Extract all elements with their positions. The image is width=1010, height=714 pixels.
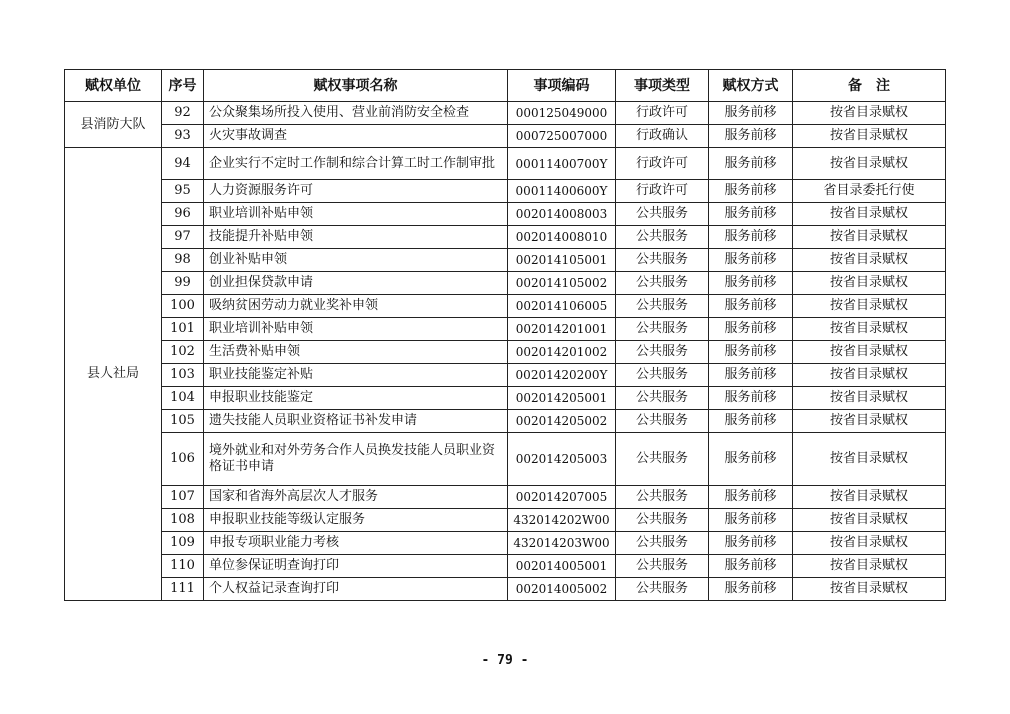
row-number-cell: 99 <box>162 272 204 295</box>
item-type-cell: 行政确认 <box>616 125 709 148</box>
method-cell: 服务前移 <box>709 249 793 272</box>
header-no: 序号 <box>162 70 204 102</box>
table-row <box>65 578 946 601</box>
item-code-cell: 002014105001 <box>508 249 616 272</box>
row-number-cell: 93 <box>162 125 204 148</box>
item-name-cell: 申报专项职业能力考核 <box>204 532 508 555</box>
method-cell: 服务前移 <box>709 486 793 509</box>
note-cell: 按省目录赋权 <box>793 249 946 272</box>
note-cell: 按省目录赋权 <box>793 318 946 341</box>
unit-cell: 县人社局 <box>65 148 162 601</box>
item-type-cell: 公共服务 <box>616 578 709 601</box>
item-code-cell: 00011400600Y <box>508 180 616 203</box>
method-cell: 服务前移 <box>709 272 793 295</box>
table-row <box>65 148 946 180</box>
row-number-cell: 107 <box>162 486 204 509</box>
item-code-cell: 002014106005 <box>508 295 616 318</box>
method-cell: 服务前移 <box>709 148 793 180</box>
note-cell: 按省目录赋权 <box>793 272 946 295</box>
item-name-cell: 企业实行不定时工作制和综合计算工时工作制审批 <box>204 148 508 180</box>
method-cell: 服务前移 <box>709 387 793 410</box>
row-number-cell: 97 <box>162 226 204 249</box>
table-row <box>65 125 946 148</box>
note-cell: 按省目录赋权 <box>793 364 946 387</box>
row-number-cell: 94 <box>162 148 204 180</box>
item-code-cell: 002014008003 <box>508 203 616 226</box>
table-row <box>65 509 946 532</box>
row-number-cell: 110 <box>162 555 204 578</box>
item-type-cell: 公共服务 <box>616 341 709 364</box>
item-type-cell: 公共服务 <box>616 272 709 295</box>
item-name-cell: 公众聚集场所投入使用、营业前消防安全检查 <box>204 102 508 125</box>
table-body <box>65 102 946 601</box>
note-cell: 按省目录赋权 <box>793 341 946 364</box>
item-type-cell: 公共服务 <box>616 364 709 387</box>
row-number-cell: 95 <box>162 180 204 203</box>
header-note: 备 注 <box>793 70 946 102</box>
note-cell: 按省目录赋权 <box>793 295 946 318</box>
item-name-cell: 国家和省海外高层次人才服务 <box>204 486 508 509</box>
table-row <box>65 486 946 509</box>
row-number-cell: 101 <box>162 318 204 341</box>
row-number-cell: 98 <box>162 249 204 272</box>
method-cell: 服务前移 <box>709 203 793 226</box>
header-code: 事项编码 <box>508 70 616 102</box>
row-number-cell: 109 <box>162 532 204 555</box>
table-row <box>65 180 946 203</box>
table-row <box>65 249 946 272</box>
item-code-cell: 002014005002 <box>508 578 616 601</box>
row-number-cell: 102 <box>162 341 204 364</box>
item-name-cell: 单位参保证明查询打印 <box>204 555 508 578</box>
item-code-cell: 002014205001 <box>508 387 616 410</box>
table-row <box>65 364 946 387</box>
item-type-cell: 公共服务 <box>616 555 709 578</box>
page-number: - 79 - <box>481 653 529 668</box>
item-type-cell: 公共服务 <box>616 410 709 433</box>
method-cell: 服务前移 <box>709 410 793 433</box>
item-code-cell: 002014201001 <box>508 318 616 341</box>
item-type-cell: 公共服务 <box>616 486 709 509</box>
item-type-cell: 公共服务 <box>616 295 709 318</box>
item-type-cell: 公共服务 <box>616 387 709 410</box>
table-row <box>65 341 946 364</box>
note-cell: 按省目录赋权 <box>793 410 946 433</box>
table-row <box>65 102 946 125</box>
item-type-cell: 公共服务 <box>616 433 709 486</box>
note-cell: 按省目录赋权 <box>793 203 946 226</box>
method-cell: 服务前移 <box>709 341 793 364</box>
item-type-cell: 公共服务 <box>616 203 709 226</box>
table-row <box>65 387 946 410</box>
row-number-cell: 108 <box>162 509 204 532</box>
item-code-cell: 002014205003 <box>508 433 616 486</box>
method-cell: 服务前移 <box>709 318 793 341</box>
item-name-cell: 人力资源服务许可 <box>204 180 508 203</box>
note-cell: 省目录委托行使 <box>793 180 946 203</box>
item-name-cell: 申报职业技能鉴定 <box>204 387 508 410</box>
item-code-cell: 002014205002 <box>508 410 616 433</box>
note-cell: 按省目录赋权 <box>793 532 946 555</box>
row-number-cell: 106 <box>162 433 204 486</box>
table-row <box>65 532 946 555</box>
item-name-cell: 吸纳贫困劳动力就业奖补申领 <box>204 295 508 318</box>
row-number-cell: 96 <box>162 203 204 226</box>
note-cell: 按省目录赋权 <box>793 578 946 601</box>
table-row <box>65 433 946 486</box>
method-cell: 服务前移 <box>709 295 793 318</box>
note-cell: 按省目录赋权 <box>793 387 946 410</box>
item-name-cell: 创业补贴申领 <box>204 249 508 272</box>
method-cell: 服务前移 <box>709 433 793 486</box>
item-code-cell: 432014203W00 <box>508 532 616 555</box>
table-row <box>65 226 946 249</box>
item-code-cell: 432014202W00 <box>508 509 616 532</box>
note-cell: 按省目录赋权 <box>793 555 946 578</box>
item-code-cell: 002014201002 <box>508 341 616 364</box>
header-type: 事项类型 <box>616 70 709 102</box>
method-cell: 服务前移 <box>709 509 793 532</box>
item-name-cell: 职业培训补贴申领 <box>204 318 508 341</box>
table-row <box>65 272 946 295</box>
header-method: 赋权方式 <box>709 70 793 102</box>
item-code-cell: 00201420200Y <box>508 364 616 387</box>
method-cell: 服务前移 <box>709 578 793 601</box>
note-cell: 按省目录赋权 <box>793 148 946 180</box>
row-number-cell: 111 <box>162 578 204 601</box>
row-number-cell: 105 <box>162 410 204 433</box>
method-cell: 服务前移 <box>709 180 793 203</box>
item-type-cell: 公共服务 <box>616 226 709 249</box>
item-name-cell: 技能提升补贴申领 <box>204 226 508 249</box>
item-name-cell: 个人权益记录查询打印 <box>204 578 508 601</box>
note-cell: 按省目录赋权 <box>793 486 946 509</box>
item-code-cell: 002014207005 <box>508 486 616 509</box>
unit-cell: 县消防大队 <box>65 102 162 148</box>
note-cell: 按省目录赋权 <box>793 102 946 125</box>
table-row <box>65 295 946 318</box>
table-row <box>65 555 946 578</box>
item-type-cell: 公共服务 <box>616 532 709 555</box>
item-name-cell: 境外就业和对外劳务合作人员换发技能人员职业资格证书申请 <box>204 433 508 486</box>
note-cell: 按省目录赋权 <box>793 509 946 532</box>
header-unit: 赋权单位 <box>65 70 162 102</box>
row-number-cell: 92 <box>162 102 204 125</box>
note-cell: 按省目录赋权 <box>793 433 946 486</box>
item-type-cell: 公共服务 <box>616 509 709 532</box>
note-cell: 按省目录赋权 <box>793 125 946 148</box>
method-cell: 服务前移 <box>709 555 793 578</box>
method-cell: 服务前移 <box>709 226 793 249</box>
row-number-cell: 103 <box>162 364 204 387</box>
method-cell: 服务前移 <box>709 364 793 387</box>
item-code-cell: 000725007000 <box>508 125 616 148</box>
table-row <box>65 318 946 341</box>
method-cell: 服务前移 <box>709 125 793 148</box>
item-type-cell: 公共服务 <box>616 249 709 272</box>
item-name-cell: 申报职业技能等级认定服务 <box>204 509 508 532</box>
item-name-cell: 遗失技能人员职业资格证书补发申请 <box>204 410 508 433</box>
table-header-row <box>65 70 946 102</box>
method-cell: 服务前移 <box>709 102 793 125</box>
item-name-cell: 生活费补贴申领 <box>204 341 508 364</box>
item-name-cell: 创业担保贷款申请 <box>204 272 508 295</box>
item-code-cell: 002014105002 <box>508 272 616 295</box>
item-type-cell: 行政许可 <box>616 180 709 203</box>
method-cell: 服务前移 <box>709 532 793 555</box>
authorization-table <box>64 69 946 601</box>
item-type-cell: 行政许可 <box>616 148 709 180</box>
item-name-cell: 火灾事故调查 <box>204 125 508 148</box>
item-code-cell: 002014005001 <box>508 555 616 578</box>
item-code-cell: 002014008010 <box>508 226 616 249</box>
table-row <box>65 410 946 433</box>
header-name: 赋权事项名称 <box>204 70 508 102</box>
row-number-cell: 100 <box>162 295 204 318</box>
row-number-cell: 104 <box>162 387 204 410</box>
item-code-cell: 000125049000 <box>508 102 616 125</box>
item-type-cell: 公共服务 <box>616 318 709 341</box>
item-type-cell: 行政许可 <box>616 102 709 125</box>
table-row <box>65 203 946 226</box>
item-code-cell: 00011400700Y <box>508 148 616 180</box>
item-name-cell: 职业技能鉴定补贴 <box>204 364 508 387</box>
item-name-cell: 职业培训补贴申领 <box>204 203 508 226</box>
note-cell: 按省目录赋权 <box>793 226 946 249</box>
